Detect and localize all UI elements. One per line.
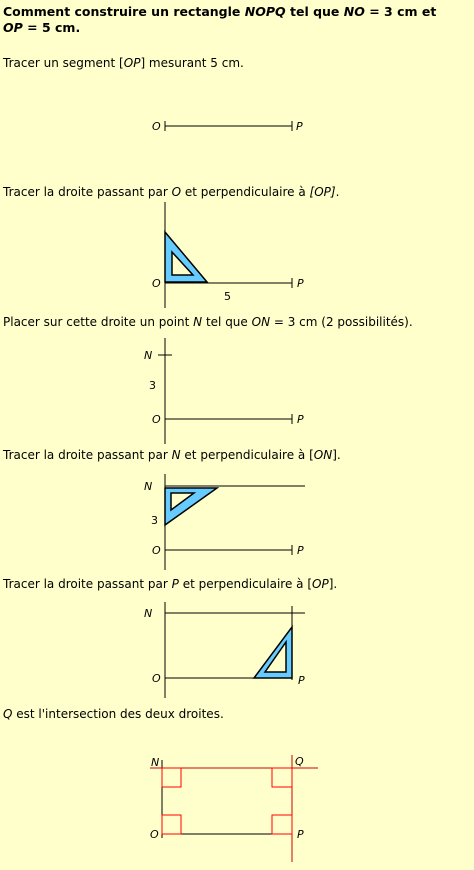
svg-text:3: 3 [151, 514, 158, 527]
right-angle-mark [272, 815, 292, 834]
svg-text:O: O [150, 828, 159, 841]
right-angle-mark [162, 815, 181, 834]
svg-text:Q: Q [295, 755, 304, 768]
svg-text:O: O [152, 277, 161, 290]
svg-text:3: 3 [149, 379, 156, 392]
svg-text:P: P [297, 828, 304, 841]
figure-step-3 [0, 336, 474, 446]
svg-text:N: N [144, 480, 153, 493]
figure-step-5 [0, 600, 474, 700]
step-5-text: Tracer la droite passant par P et perpendiculaire à [OP]. [3, 577, 338, 591]
svg-text:N: N [151, 756, 160, 769]
svg-text:O: O [152, 413, 161, 426]
svg-text:P: P [297, 544, 304, 557]
svg-text:N: N [144, 607, 153, 620]
figure-step-1 [0, 110, 474, 145]
step-6-text: Q est l'intersection des deux droites. [3, 707, 224, 721]
svg-text:P: P [297, 277, 304, 290]
svg-text:O: O [152, 672, 161, 685]
page-title: Comment construire un rectangle NOPQ tel que NO = 3 cm et OP = 5 cm. [3, 4, 437, 35]
figure-step-4 [0, 472, 474, 572]
svg-text:P: P [298, 674, 305, 687]
point-label-p: P [296, 120, 303, 133]
step-2-text: Tracer la droite passant par O et perpendiculaire à [OP]. [3, 185, 340, 199]
figure-step-6 [0, 750, 474, 865]
step-3-text: Placer sur cette droite un point N tel que ON = 3 cm (2 possibilités). [3, 315, 413, 329]
right-angle-mark [272, 768, 292, 787]
step-1-text: Tracer un segment [OP] mesurant 5 cm. [3, 56, 244, 70]
right-angle-mark [162, 768, 181, 787]
point-label-o: O [152, 120, 161, 133]
svg-text:5: 5 [224, 290, 231, 303]
figure-step-2 [0, 200, 474, 310]
svg-text:O: O [152, 544, 161, 557]
svg-text:P: P [297, 413, 304, 426]
set-square-icon [254, 627, 292, 678]
svg-text:N: N [144, 349, 153, 362]
step-4-text: Tracer la droite passant par N et perpendiculaire à [ON]. [3, 448, 341, 462]
set-square-icon [165, 232, 207, 282]
set-square-icon [165, 488, 217, 525]
